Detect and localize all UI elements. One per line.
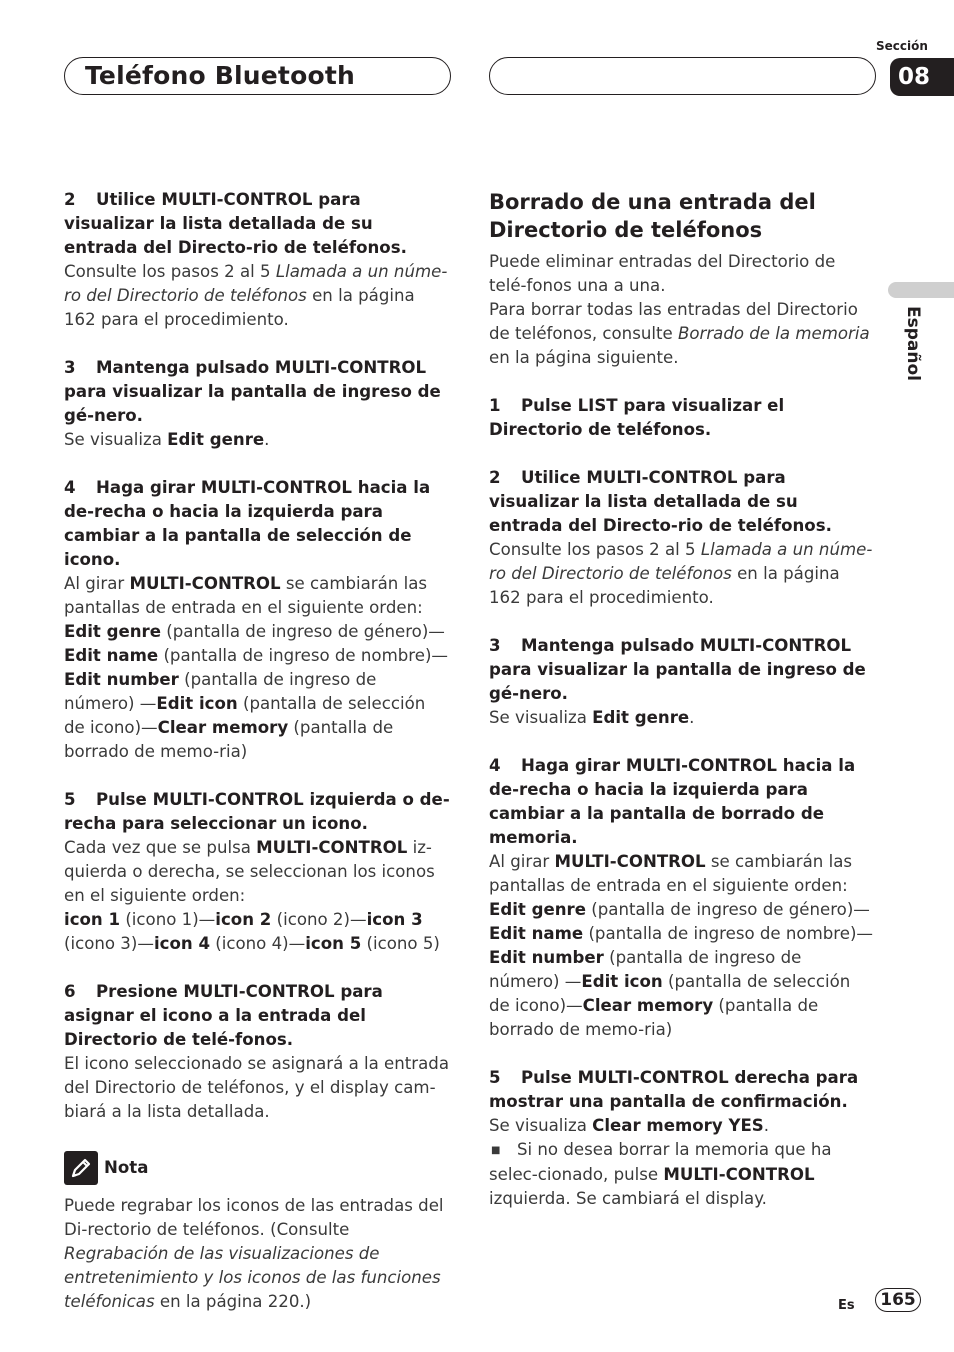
step-number: 3 <box>64 358 76 377</box>
display-term: Edit number <box>64 670 179 689</box>
section-label: Sección <box>876 39 928 53</box>
step-text: Utilice MULTI-CONTROL para visualizar la lista detallada de su entrada del Directo-rio de teléfonos. <box>64 190 407 257</box>
body-text: Consulte los pasos 2 al 5 <box>489 540 701 559</box>
step-text: Pulse MULTI-CONTROL izquierda o de-recha para seleccionar un icono. <box>64 790 450 833</box>
section-heading: Borrado de una entrada del Directorio de teléfonos <box>489 190 816 242</box>
display-term: icon 5 <box>305 934 362 953</box>
page-number: 165 <box>875 1288 921 1312</box>
body-text: (pantalla de ingreso de género)— <box>586 900 870 919</box>
display-term: icon 4 <box>153 934 210 953</box>
body-text: (pantalla de ingreso de número) — <box>489 948 802 991</box>
display-term: Edit name <box>489 924 584 943</box>
body-text: Al girar <box>64 574 130 593</box>
icon-order-list <box>64 908 451 956</box>
step-heading <box>489 394 876 442</box>
body-text: (icono 1)— <box>120 910 216 929</box>
step-body <box>489 538 876 610</box>
body-text: Se visualiza <box>489 1116 593 1135</box>
step-heading <box>64 476 451 572</box>
body-text: en la página siguiente. <box>489 348 679 367</box>
body-text: Consulte los pasos 2 al 5 <box>64 262 276 281</box>
step-number: 4 <box>489 756 501 775</box>
body-text: (pantalla de ingreso de género)— <box>161 622 445 641</box>
step-number: 2 <box>489 468 501 487</box>
step-number: 2 <box>64 190 76 209</box>
body-text: Si no desea borrar la memoria que ha selec-cionado, pulse <box>489 1140 832 1184</box>
cross-reference: Llamada a un núme-ro del Directorio de teléfonos <box>64 262 448 305</box>
body-text: (pantalla de ingreso de nombre)— <box>158 646 449 665</box>
body-text: Para borrar todas las entradas del Directorio de teléfonos, consulte <box>489 300 858 343</box>
step-heading <box>489 466 876 538</box>
step-number: 6 <box>64 982 76 1001</box>
display-term: Edit icon <box>156 694 238 713</box>
step-heading <box>489 1066 876 1114</box>
control-term: MULTI-CONTROL <box>554 852 706 871</box>
language-tab-marker <box>888 282 954 298</box>
cross-reference: Llamada a un núme-ro del Directorio de teléfonos <box>489 540 873 583</box>
step-heading <box>489 634 876 706</box>
body-text: (icono 3)— <box>64 934 154 953</box>
page-title: Teléfono Bluetooth <box>85 61 355 90</box>
display-term: Edit number <box>489 948 604 967</box>
body-text: en la página 162 para el procedimiento. <box>489 564 840 607</box>
display-term: Edit name <box>64 646 159 665</box>
step-number: 5 <box>489 1068 501 1087</box>
display-term: Edit icon <box>581 972 663 991</box>
body-text: en la página 220.) <box>154 1292 312 1311</box>
cross-reference: Regrabación de las visualizaciones de entretenimiento y los iconos de las funciones teléfonicas <box>64 1244 441 1311</box>
step-body <box>64 260 451 332</box>
cross-reference: Borrado de la memoria <box>677 324 870 343</box>
pencil-note-icon <box>64 1151 98 1185</box>
step-body <box>489 706 876 730</box>
step-text: Utilice MULTI-CONTROL para visualizar la lista detallada de su entrada del Directo-rio de teléfonos. <box>489 468 832 535</box>
step-number: 4 <box>64 478 76 497</box>
display-term: icon 2 <box>215 910 272 929</box>
intro-text: Puede eliminar entradas del Directorio de telé-fonos una a una. <box>489 252 836 295</box>
note-header <box>64 1148 451 1188</box>
body-text: (pantalla de selección de icono)— <box>489 972 851 1015</box>
note-body <box>64 1194 451 1314</box>
body-text: (pantalla de borrado de memo-ria) <box>489 996 819 1039</box>
step-body <box>64 428 451 452</box>
step-body <box>489 1114 876 1138</box>
display-term: icon 1 <box>64 910 121 929</box>
step-body <box>64 836 451 908</box>
body-text: (icono 4)— <box>210 934 306 953</box>
note-label: Nota <box>104 1158 149 1177</box>
right-column <box>489 188 876 1211</box>
screen-order-list <box>489 898 876 1042</box>
body-text: (pantalla de selección de icono)— <box>64 694 426 737</box>
display-term: Edit genre <box>489 900 586 919</box>
screen-order-list <box>64 620 451 764</box>
control-term: MULTI-CONTROL <box>256 838 408 857</box>
step-body: El icono seleccionado se asignará a la entrada del Directorio de teléfonos, y el display cam-biará a la lista detallada. <box>64 1054 449 1121</box>
step-body <box>64 572 451 620</box>
display-term: icon 3 <box>366 910 423 929</box>
step-text: Pulse LIST para visualizar el Directorio de teléfonos. <box>489 396 785 439</box>
left-column <box>64 188 451 1314</box>
language-tab-label: Español <box>903 306 923 381</box>
step-text: Mantenga pulsado MULTI-CONTROL para visualizar la pantalla de ingreso de gé-nero. <box>489 636 866 703</box>
display-term: Clear memory <box>157 718 289 737</box>
step-heading <box>64 356 451 428</box>
body-text: Se visualiza <box>64 430 168 449</box>
body-text: (pantalla de ingreso de nombre)— <box>583 924 874 943</box>
footer-language-code: Es <box>838 1298 855 1313</box>
body-text: (pantalla de ingreso de número) — <box>64 670 377 713</box>
step-text: Mantenga pulsado MULTI-CONTROL para visualizar la pantalla de ingreso de gé-nero. <box>64 358 441 425</box>
step-heading <box>64 980 451 1052</box>
step-text: Haga girar MULTI-CONTROL hacia la de-recha o hacia la izquierda para cambiar a la pantalla de selección de icono. <box>64 478 431 569</box>
intro-text <box>489 298 876 370</box>
body-text: iz-quierda o derecha, se seleccionan los iconos en el siguiente orden: <box>64 838 435 905</box>
body-text: Al girar <box>489 852 555 871</box>
display-term: Clear memory YES <box>592 1116 764 1135</box>
step-text: Pulse MULTI-CONTROL derecha para mostrar una pantalla de confirmación. <box>489 1068 859 1111</box>
header-blank-frame <box>489 57 876 95</box>
step-number: 1 <box>489 396 501 415</box>
step-heading <box>64 188 451 260</box>
body-text: en la página 162 para el procedimiento. <box>64 286 415 329</box>
body-text: (icono 2)— <box>271 910 367 929</box>
body-text: Se visualiza <box>489 708 593 727</box>
bullet-note <box>489 1138 876 1211</box>
control-term: MULTI-CONTROL <box>129 574 281 593</box>
display-term: Clear memory <box>582 996 714 1015</box>
body-text: . <box>689 708 695 727</box>
control-term: MULTI-CONTROL <box>663 1165 815 1184</box>
body-text: Cada vez que se pulsa <box>64 838 257 857</box>
body-text: (icono 5) <box>361 934 440 953</box>
body-text: se cambiarán las pantallas de entrada en el siguiente orden: <box>64 574 428 617</box>
body-text: (pantalla de borrado de memo-ria) <box>64 718 394 761</box>
step-number: 5 <box>64 790 76 809</box>
body-text: Puede regrabar los iconos de las entradas del Di-rectorio de teléfonos. (Consulte <box>64 1196 444 1239</box>
body-text: . <box>264 430 270 449</box>
body-text: se cambiarán las pantallas de entrada en el siguiente orden: <box>489 852 853 895</box>
step-text: Presione MULTI-CONTROL para asignar el icono a la entrada del Directorio de telé-fonos. <box>64 982 383 1049</box>
display-term: Edit genre <box>167 430 265 449</box>
step-number: 3 <box>489 636 501 655</box>
display-term: Edit genre <box>64 622 161 641</box>
step-heading <box>64 788 451 836</box>
step-heading <box>489 754 876 850</box>
body-text: . <box>763 1116 770 1135</box>
step-body <box>489 850 876 898</box>
step-text: Haga girar MULTI-CONTROL hacia la de-recha o hacia la izquierda para cambiar a la pantalla de borrado de memoria. <box>489 756 856 847</box>
display-term: Edit genre <box>592 708 690 727</box>
section-number-badge: 08 <box>890 58 954 96</box>
body-text: izquierda. Se cambiará el display. <box>489 1189 767 1208</box>
